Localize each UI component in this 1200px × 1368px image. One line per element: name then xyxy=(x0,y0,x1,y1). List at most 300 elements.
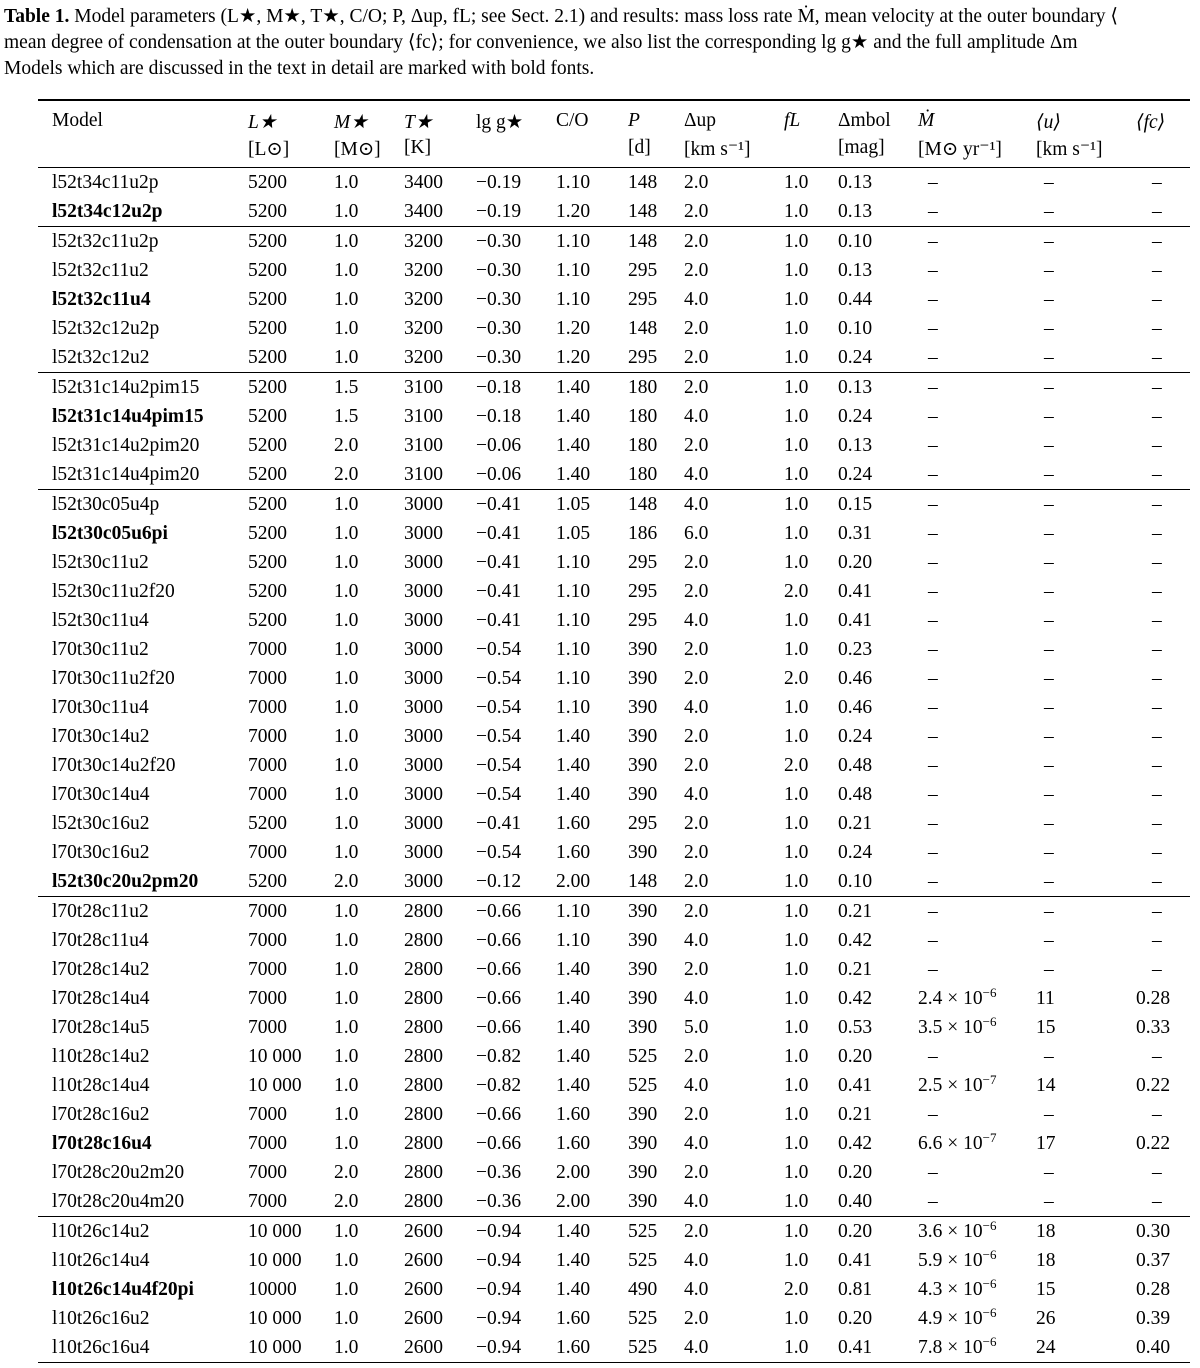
cell-fc: 0.37 xyxy=(1136,1250,1171,1271)
mdot-exponent: −6 xyxy=(982,1305,997,1320)
cell-model: l52t30c11u2 xyxy=(52,552,149,573)
cell-luminosity: 5200 xyxy=(248,318,287,339)
col-header-fc: ⟨fc⟩ xyxy=(1136,112,1166,133)
cell-fc: – xyxy=(1152,464,1162,485)
table-row xyxy=(38,1158,1190,1187)
cell-model: l70t30c11u2f20 xyxy=(52,668,175,689)
cell-period: 390 xyxy=(628,697,658,718)
table-row xyxy=(38,1071,1190,1100)
col-header-delta-mbol: Δmbol xyxy=(838,110,891,131)
cell-model: l52t30c16u2 xyxy=(52,813,150,834)
cell-delta-up: 2.0 xyxy=(684,813,709,834)
table-row xyxy=(38,577,1190,606)
cell-mass: 1.0 xyxy=(334,581,359,602)
cell-mdot: – xyxy=(928,494,938,515)
table-row xyxy=(38,1333,1190,1363)
cell-period: 525 xyxy=(628,1308,658,1329)
cell-lgg: −0.54 xyxy=(476,726,522,747)
header-row-names xyxy=(38,100,1190,137)
cell-co: 1.10 xyxy=(556,231,591,252)
cell-mdot: – xyxy=(928,610,938,631)
table-row xyxy=(38,722,1190,751)
cell-temperature: 3000 xyxy=(404,755,443,776)
cell-delta-up: 4.0 xyxy=(684,494,709,515)
mdot-exponent: −6 xyxy=(982,1014,997,1029)
cell-delta-mbol: 0.46 xyxy=(838,668,873,689)
cell-fl: 1.0 xyxy=(784,930,809,951)
mdot-mantissa: 2.5 × 10 xyxy=(918,1075,983,1096)
mdot-mantissa: 4.3 × 10 xyxy=(918,1279,983,1300)
cell-mass: 1.0 xyxy=(334,1221,359,1242)
cell-co: 1.40 xyxy=(556,726,591,747)
cell-mdot xyxy=(918,1246,1036,1275)
cell-delta-mbol: 0.13 xyxy=(838,260,873,281)
cell-period: 295 xyxy=(628,347,658,368)
cell-model: l70t28c11u4 xyxy=(52,930,149,951)
cell-u: – xyxy=(1044,726,1054,747)
cell-fl: 1.0 xyxy=(784,813,809,834)
cell-mass: 1.0 xyxy=(334,523,359,544)
cell-delta-mbol: 0.15 xyxy=(838,494,873,515)
cell-temperature: 3100 xyxy=(404,406,443,427)
cell-model: l52t30c05u4p xyxy=(52,494,160,515)
cell-fl: 2.0 xyxy=(784,1279,809,1300)
cell-delta-up: 2.0 xyxy=(684,1308,709,1329)
cell-fl: 1.0 xyxy=(784,464,809,485)
cell-u: – xyxy=(1044,201,1054,222)
cell-co: 2.00 xyxy=(556,871,591,892)
cell-fc: – xyxy=(1152,1046,1162,1067)
cell-model: l52t34c11u2p xyxy=(52,172,159,193)
cell-fc: – xyxy=(1152,552,1162,573)
cell-luminosity: 7000 xyxy=(248,988,287,1009)
cell-co: 1.40 xyxy=(556,1017,591,1038)
cell-fl: 1.0 xyxy=(784,1075,809,1096)
cell-co: 1.20 xyxy=(556,318,591,339)
cell-fc: 0.39 xyxy=(1136,1308,1171,1329)
cell-u: – xyxy=(1044,842,1054,863)
mdot-mantissa: 4.9 × 10 xyxy=(918,1308,983,1329)
cell-temperature: 3000 xyxy=(404,639,443,660)
cell-mass: 2.0 xyxy=(334,464,359,485)
cell-co: 1.40 xyxy=(556,755,591,776)
cell-luminosity: 10 000 xyxy=(248,1308,302,1329)
cell-model: l70t30c11u4 xyxy=(52,697,149,718)
cell-fl: 1.0 xyxy=(784,1017,809,1038)
cell-model: l10t26c14u4f20pi xyxy=(52,1279,194,1300)
cell-lgg: −0.54 xyxy=(476,842,522,863)
cell-period: 390 xyxy=(628,668,658,689)
cell-temperature: 3000 xyxy=(404,813,443,834)
cell-mdot xyxy=(918,984,1036,1013)
cell-period: 180 xyxy=(628,377,658,398)
cell-fl: 1.0 xyxy=(784,1191,809,1212)
table-row xyxy=(38,1275,1190,1304)
cell-lgg: −0.66 xyxy=(476,930,522,951)
cell-period: 390 xyxy=(628,959,658,980)
cell-temperature: 2600 xyxy=(404,1308,443,1329)
cell-u: – xyxy=(1044,231,1054,252)
cell-mass: 1.0 xyxy=(334,697,359,718)
cell-lgg: −0.19 xyxy=(476,201,522,222)
cell-period: 180 xyxy=(628,406,658,427)
table-row xyxy=(38,926,1190,955)
cell-fc: – xyxy=(1152,494,1162,515)
cell-luminosity: 7000 xyxy=(248,1191,287,1212)
cell-mdot: – xyxy=(928,172,938,193)
cell-lgg: −0.94 xyxy=(476,1337,522,1358)
cell-mass: 1.0 xyxy=(334,813,359,834)
cell-delta-up: 2.0 xyxy=(684,726,709,747)
cell-delta-up: 2.0 xyxy=(684,260,709,281)
cell-delta-mbol: 0.41 xyxy=(838,1250,873,1271)
table-row xyxy=(38,838,1190,867)
cell-fl: 1.0 xyxy=(784,523,809,544)
cell-co: 1.40 xyxy=(556,435,591,456)
cell-temperature: 3000 xyxy=(404,610,443,631)
cell-fl: 1.0 xyxy=(784,347,809,368)
cell-fl: 1.0 xyxy=(784,201,809,222)
cell-fc: – xyxy=(1152,842,1162,863)
cell-luminosity: 5200 xyxy=(248,406,287,427)
cell-mdot xyxy=(918,1013,1036,1042)
cell-mass: 1.0 xyxy=(334,668,359,689)
cell-delta-mbol: 0.23 xyxy=(838,639,873,660)
cell-mdot xyxy=(918,1071,1036,1100)
cell-temperature: 3000 xyxy=(404,784,443,805)
cell-fc: 0.22 xyxy=(1136,1133,1171,1154)
col-unit-temperature: [K] xyxy=(404,137,432,158)
cell-model: l52t32c11u2p xyxy=(52,231,159,252)
cell-lgg: −0.66 xyxy=(476,1017,522,1038)
cell-mass: 1.0 xyxy=(334,726,359,747)
cell-mass: 1.0 xyxy=(334,260,359,281)
cell-model: l52t30c11u2f20 xyxy=(52,581,175,602)
cell-mdot: – xyxy=(928,464,938,485)
mdot-mantissa: 6.6 × 10 xyxy=(918,1133,983,1154)
cell-period: 525 xyxy=(628,1221,658,1242)
cell-co: 1.10 xyxy=(556,668,591,689)
cell-u: 14 xyxy=(1036,1075,1056,1096)
caption-line-3: Models which are discussed in the text in detail are marked with bold fonts. xyxy=(4,58,595,79)
cell-delta-mbol: 0.44 xyxy=(838,289,873,310)
cell-mdot: – xyxy=(928,435,938,456)
cell-u: 17 xyxy=(1036,1133,1056,1154)
cell-u: – xyxy=(1044,406,1054,427)
cell-lgg: −0.66 xyxy=(476,1104,522,1125)
cell-fl: 1.0 xyxy=(784,435,809,456)
cell-fc: – xyxy=(1152,871,1162,892)
cell-delta-mbol: 0.13 xyxy=(838,172,873,193)
cell-delta-up: 2.0 xyxy=(684,201,709,222)
cell-mdot: – xyxy=(928,901,938,922)
cell-luminosity: 7000 xyxy=(248,784,287,805)
cell-mass: 1.0 xyxy=(334,1337,359,1358)
cell-co: 1.60 xyxy=(556,1133,591,1154)
table-row xyxy=(38,1013,1190,1042)
cell-model: l70t28c14u5 xyxy=(52,1017,150,1038)
cell-mdot xyxy=(918,1304,1036,1333)
cell-luminosity: 7000 xyxy=(248,1104,287,1125)
cell-delta-mbol: 0.21 xyxy=(838,959,873,980)
cell-luminosity: 7000 xyxy=(248,1133,287,1154)
cell-u: – xyxy=(1044,289,1054,310)
cell-mdot: – xyxy=(928,871,938,892)
cell-mdot: – xyxy=(928,726,938,747)
table-row xyxy=(38,197,1190,227)
cell-u: – xyxy=(1044,930,1054,951)
cell-temperature: 3200 xyxy=(404,318,443,339)
cell-period: 180 xyxy=(628,435,658,456)
cell-mdot: – xyxy=(928,1046,938,1067)
cell-u: – xyxy=(1044,172,1054,193)
cell-temperature: 3000 xyxy=(404,494,443,515)
cell-delta-mbol: 0.13 xyxy=(838,377,873,398)
cell-mdot: – xyxy=(928,318,938,339)
cell-lgg: −0.54 xyxy=(476,784,522,805)
cell-lgg: −0.06 xyxy=(476,464,522,485)
cell-model: l70t28c14u4 xyxy=(52,988,150,1009)
cell-fc: – xyxy=(1152,1104,1162,1125)
cell-lgg: −0.36 xyxy=(476,1191,522,1212)
col-header-period: P xyxy=(628,110,640,131)
cell-delta-mbol: 0.24 xyxy=(838,464,873,485)
table-row xyxy=(38,227,1190,257)
table-row xyxy=(38,984,1190,1013)
cell-delta-mbol: 0.41 xyxy=(838,610,873,631)
cell-lgg: −0.30 xyxy=(476,347,522,368)
cell-mass: 1.0 xyxy=(334,842,359,863)
cell-co: 1.10 xyxy=(556,581,591,602)
cell-fl: 1.0 xyxy=(784,377,809,398)
cell-mass: 1.0 xyxy=(334,610,359,631)
cell-delta-up: 4.0 xyxy=(684,1337,709,1358)
cell-delta-mbol: 0.13 xyxy=(838,201,873,222)
table-row xyxy=(38,314,1190,343)
cell-delta-mbol: 0.21 xyxy=(838,901,873,922)
cell-lgg: −0.66 xyxy=(476,988,522,1009)
cell-fl: 1.0 xyxy=(784,318,809,339)
cell-lgg: −0.18 xyxy=(476,406,522,427)
table-row xyxy=(38,402,1190,431)
table-row xyxy=(38,373,1190,403)
cell-model: l10t26c16u2 xyxy=(52,1308,150,1329)
cell-mass: 2.0 xyxy=(334,871,359,892)
cell-model: l10t26c16u4 xyxy=(52,1337,150,1358)
cell-delta-up: 2.0 xyxy=(684,1104,709,1125)
cell-fc: – xyxy=(1152,1162,1162,1183)
cell-fl: 1.0 xyxy=(784,231,809,252)
cell-mass: 1.0 xyxy=(334,988,359,1009)
cell-model: l52t31c14u2pim20 xyxy=(52,435,200,456)
table-row xyxy=(38,1217,1190,1247)
cell-co: 1.60 xyxy=(556,1104,591,1125)
cell-luminosity: 7000 xyxy=(248,901,287,922)
cell-fc: 0.40 xyxy=(1136,1337,1171,1358)
table-row xyxy=(38,285,1190,314)
cell-u: – xyxy=(1044,901,1054,922)
cell-lgg: −0.30 xyxy=(476,289,522,310)
cell-fc: – xyxy=(1152,930,1162,951)
cell-model: l70t30c14u2 xyxy=(52,726,150,747)
cell-mass: 1.0 xyxy=(334,901,359,922)
col-unit-mdot: [M⊙ yr⁻¹] xyxy=(918,139,1002,160)
cell-period: 390 xyxy=(628,1104,658,1125)
cell-mdot xyxy=(918,1275,1036,1304)
cell-fc: – xyxy=(1152,406,1162,427)
cell-lgg: −0.94 xyxy=(476,1250,522,1271)
cell-delta-up: 2.0 xyxy=(684,1221,709,1242)
cell-u: 15 xyxy=(1036,1279,1056,1300)
cell-delta-mbol: 0.48 xyxy=(838,755,873,776)
mdot-exponent: −6 xyxy=(982,1276,997,1291)
cell-period: 148 xyxy=(628,231,658,252)
cell-co: 1.60 xyxy=(556,1308,591,1329)
cell-temperature: 2800 xyxy=(404,1133,443,1154)
cell-luminosity: 7000 xyxy=(248,755,287,776)
cell-u: – xyxy=(1044,377,1054,398)
table-row xyxy=(38,867,1190,897)
cell-lgg: −0.41 xyxy=(476,552,522,573)
cell-lgg: −0.94 xyxy=(476,1308,522,1329)
col-header-mdot: Ṁ xyxy=(918,110,935,131)
caption-text-1: Model parameters (L★, M★, T★, C/O; P, Δup, fL; see Sect. 2.1) and results: mass loss rate Ṁ, mean velocity at the outer boundary ⟨ xyxy=(74,6,1119,27)
cell-mdot xyxy=(918,1129,1036,1158)
cell-lgg: −0.66 xyxy=(476,1133,522,1154)
cell-fc: – xyxy=(1152,172,1162,193)
cell-fl: 1.0 xyxy=(784,1133,809,1154)
cell-co: 1.10 xyxy=(556,930,591,951)
cell-co: 2.00 xyxy=(556,1162,591,1183)
cell-lgg: −0.36 xyxy=(476,1162,522,1183)
col-header-lgg: lg g★ xyxy=(476,112,524,133)
cell-lgg: −0.30 xyxy=(476,260,522,281)
cell-fc: – xyxy=(1152,668,1162,689)
cell-luminosity: 10 000 xyxy=(248,1046,302,1067)
cell-co: 1.40 xyxy=(556,464,591,485)
cell-lgg: −0.41 xyxy=(476,494,522,515)
cell-u: – xyxy=(1044,1104,1054,1125)
cell-mdot: – xyxy=(928,260,938,281)
table-row xyxy=(38,1129,1190,1158)
cell-temperature: 2800 xyxy=(404,1017,443,1038)
cell-u: 26 xyxy=(1036,1308,1056,1329)
cell-model: l10t28c14u4 xyxy=(52,1075,150,1096)
cell-luminosity: 5200 xyxy=(248,201,287,222)
cell-period: 295 xyxy=(628,610,658,631)
cell-temperature: 3200 xyxy=(404,289,443,310)
cell-period: 390 xyxy=(628,1017,658,1038)
cell-u: – xyxy=(1044,494,1054,515)
cell-luminosity: 5200 xyxy=(248,260,287,281)
mdot-exponent: −6 xyxy=(982,1334,997,1349)
mdot-mantissa: 3.6 × 10 xyxy=(918,1221,983,1242)
cell-luminosity: 5200 xyxy=(248,377,287,398)
cell-luminosity: 5200 xyxy=(248,464,287,485)
table-row xyxy=(38,1246,1190,1275)
table-row xyxy=(38,1042,1190,1071)
cell-luminosity: 5200 xyxy=(248,581,287,602)
cell-mass: 1.0 xyxy=(334,639,359,660)
cell-model: l52t32c11u2 xyxy=(52,260,149,281)
cell-delta-mbol: 0.81 xyxy=(838,1279,873,1300)
cell-lgg: −0.18 xyxy=(476,377,522,398)
cell-fl: 1.0 xyxy=(784,289,809,310)
cell-delta-up: 2.0 xyxy=(684,842,709,863)
cell-period: 490 xyxy=(628,1279,658,1300)
mdot-exponent: −7 xyxy=(982,1130,997,1145)
cell-co: 1.10 xyxy=(556,552,591,573)
table-row xyxy=(38,751,1190,780)
mdot-exponent: −6 xyxy=(982,985,997,1000)
cell-delta-mbol: 0.20 xyxy=(838,552,873,573)
cell-fl: 1.0 xyxy=(784,784,809,805)
cell-co: 1.40 xyxy=(556,377,591,398)
cell-fl: 1.0 xyxy=(784,639,809,660)
table-row xyxy=(38,955,1190,984)
cell-co: 1.40 xyxy=(556,1046,591,1067)
cell-delta-up: 4.0 xyxy=(684,289,709,310)
cell-luminosity: 5200 xyxy=(248,494,287,515)
cell-mass: 1.0 xyxy=(334,784,359,805)
table-row xyxy=(38,809,1190,838)
table-row xyxy=(38,519,1190,548)
cell-fc: – xyxy=(1152,639,1162,660)
cell-lgg: −0.41 xyxy=(476,610,522,631)
cell-fl: 1.0 xyxy=(784,1046,809,1067)
cell-mdot: – xyxy=(928,813,938,834)
cell-u: 18 xyxy=(1036,1221,1056,1242)
cell-period: 186 xyxy=(628,523,658,544)
cell-lgg: −0.06 xyxy=(476,435,522,456)
cell-fc: – xyxy=(1152,697,1162,718)
table-row xyxy=(38,1187,1190,1217)
cell-fc: – xyxy=(1152,901,1162,922)
cell-model: l52t30c11u4 xyxy=(52,610,149,631)
cell-co: 1.10 xyxy=(556,260,591,281)
cell-delta-up: 5.0 xyxy=(684,1017,709,1038)
cell-fl: 1.0 xyxy=(784,406,809,427)
cell-period: 148 xyxy=(628,172,658,193)
cell-temperature: 3400 xyxy=(404,172,443,193)
cell-mass: 1.5 xyxy=(334,377,359,398)
cell-temperature: 3200 xyxy=(404,231,443,252)
cell-mass: 1.0 xyxy=(334,1250,359,1271)
cell-fc: – xyxy=(1152,435,1162,456)
cell-fl: 1.0 xyxy=(784,726,809,747)
cell-mass: 1.0 xyxy=(334,289,359,310)
table-row xyxy=(38,490,1190,520)
cell-mass: 1.0 xyxy=(334,318,359,339)
cell-temperature: 3200 xyxy=(404,260,443,281)
cell-delta-up: 2.0 xyxy=(684,901,709,922)
cell-delta-up: 2.0 xyxy=(684,959,709,980)
table-row xyxy=(38,606,1190,635)
cell-co: 1.40 xyxy=(556,1279,591,1300)
cell-fc: – xyxy=(1152,201,1162,222)
cell-mdot: – xyxy=(928,1191,938,1212)
cell-lgg: −0.94 xyxy=(476,1221,522,1242)
cell-period: 390 xyxy=(628,639,658,660)
cell-luminosity: 5200 xyxy=(248,347,287,368)
cell-fc: – xyxy=(1152,289,1162,310)
cell-lgg: −0.41 xyxy=(476,523,522,544)
cell-delta-up: 2.0 xyxy=(684,347,709,368)
cell-delta-up: 2.0 xyxy=(684,581,709,602)
cell-lgg: −0.41 xyxy=(476,581,522,602)
cell-u: – xyxy=(1044,668,1054,689)
cell-u: – xyxy=(1044,347,1054,368)
